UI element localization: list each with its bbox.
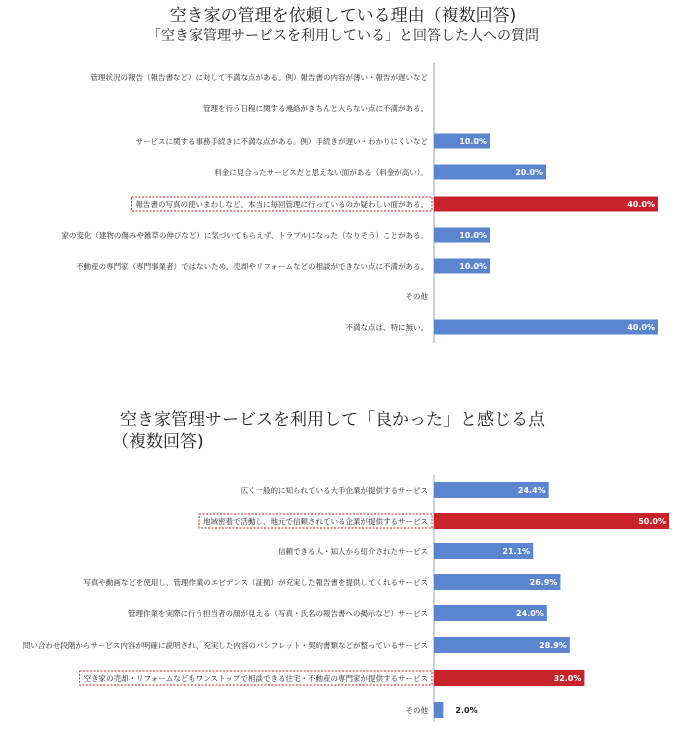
chart1-category-label: 管理状況の報告（報告書など）に対して不満な点がある。例）報告書の内容が薄い・報告が遅いなど (90, 73, 428, 82)
chart2-data-label: 50.0% (638, 517, 666, 526)
chart2-category-label: 写真や動画などを使用し、管理作業のエビデンス（証拠）が充実した報告書を提供してくれるサービス (83, 578, 428, 587)
chart1-category-label: 不満な点は、特に無い。 (345, 323, 428, 332)
chart1-data-label: 20.0% (515, 168, 543, 177)
chart2-title-note: （複数回答) (112, 432, 204, 452)
chart1-bar (434, 320, 658, 335)
chart2-data-label: 24.0% (516, 609, 544, 618)
chart1-subtitle: 「空き家管理サービスを利用している」と回答した人への質問 (147, 28, 539, 44)
chart2-data-label: 32.0% (553, 674, 582, 683)
chart2-data-label: 2.0% (455, 706, 478, 715)
chart1-data-label: 10.0% (459, 137, 487, 146)
chart2-category-label: 広く一般的に知られている大手企業が提供するサービス (240, 486, 428, 495)
chart1-category-label: 報告書の写真の使いまわしなど、本当に毎回管理に行っているのか疑わしい面がある。 (135, 200, 428, 209)
chart2-category-label: 地域密着で活動し、地元で信頼されている企業が提供するサービス (203, 517, 428, 526)
chart1-category-label: 管理を行う日程に関する連絡がきちんと入らない点に不満がある。 (203, 104, 428, 113)
chart2-category-label: 管理作業を実際に行う担当者の顔が見える（写真・氏名の報告書への掲示など）サービス (128, 609, 428, 618)
chart1-category-label: その他 (405, 292, 428, 301)
chart2-data-label: 24.4% (517, 486, 546, 495)
chart1-title: 空き家の管理を依頼している理由（複数回答) (169, 6, 517, 26)
chart1-category-label: サービスに関する事務手続きに不満な点がある。例）手続きが遅い・わかりにくいなど (135, 137, 428, 146)
chart2-bar (434, 702, 443, 718)
chart2-category-label: 問い合わせ段階からサービス内容が明確に説明され、充実した内容のパンフレット・契約書類などが整っているサービス (22, 641, 428, 650)
chart1-bar (434, 197, 658, 212)
chart2-data-label: 21.1% (502, 547, 531, 556)
chart2-data-label: 28.9% (539, 641, 567, 650)
chart2-bar (434, 513, 669, 529)
chart1-data-label: 10.0% (459, 262, 487, 271)
chart1-category-label: 料金に見合ったサービスだと思えない面がある（料金が高い）。 (214, 168, 428, 177)
chart1-data-label: 40.0% (627, 200, 655, 209)
chart2-data-label: 26.9% (529, 578, 558, 587)
chart1-data-label: 40.0% (627, 323, 655, 332)
chart1-category-label: 家の変化（建物の傷みや雑草の伸びなど）に気づいてもらえず、トラブルになった（なりそう）ことがある。 (61, 231, 428, 240)
chart1-data-label: 10.0% (459, 231, 487, 240)
chart2-title: 空き家管理サービスを利用して「良かった」と感じる点 (120, 410, 545, 430)
chart1-category-label: 不動産の専門家（専門事業者）ではないため、売却やリフォームなどの相談ができない点に不満がある。 (76, 262, 428, 271)
chart2-category-label: 信頼できる人・知人から紹介されたサービス (278, 547, 428, 556)
chart2-category-label: その他 (405, 706, 428, 715)
chart2-category-label: 空き家の売却・リフォームなどもワンストップで相談できる住宅・不動産の専門家が提供するサービス (83, 674, 428, 683)
